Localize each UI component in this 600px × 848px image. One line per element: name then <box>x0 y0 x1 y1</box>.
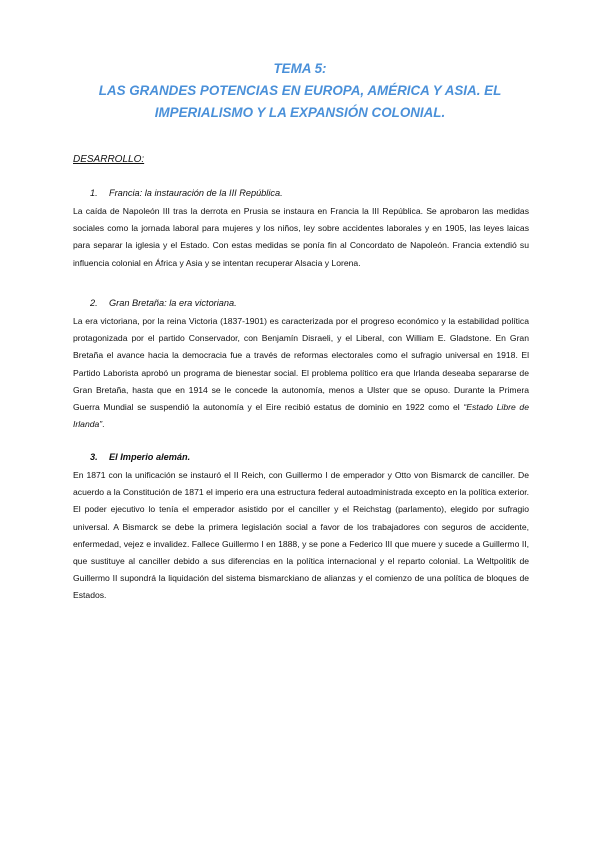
section-number: 3. <box>90 452 98 462</box>
section-body: En 1871 con la unificación se instauró el II Reich, con Guillermo I de emperador y Otto von Bismarck de canciller. De acuerdo a la Constitución de 1871 el imperio era una estructura federal autoadministrada excepto en la política exterior. El poder ejecutivo lo tenía el emperador asistido por el canciller y el Reichstag (parlamento), elegido por sufragio universal. A Bismarck se debe la primera legislación social a favor de los trabajadores con seguros de accidente, enfermedad, vejez e invalidez. Fallece Guillermo I en 1888, y se pone a Federico III que muere y sucede a Guillermo II, que sustituye al canciller debido a sus diferencias en la política internacional y el reparto colonial. La Weltpolitik de Guillermo II supondrá la liquidación del sistema bismarckiano de alianzas y el comienzo de una política de bloques de Estados. <box>73 470 529 601</box>
section-number: 2. <box>90 298 98 308</box>
section-imperio-aleman <box>73 450 529 605</box>
section-quote: “Estado Libre de Irlanda” <box>73 402 529 430</box>
page-title <box>60 58 540 124</box>
desarrollo-heading: DESARROLLO: <box>73 154 145 165</box>
title-line-3: IMPERIALISMO Y LA EXPANSIÓN COLONIAL. <box>154 105 446 120</box>
section-heading <box>90 296 529 310</box>
section-title: Gran Bretaña: la era victoriana. <box>109 298 237 308</box>
title-line-1: TEMA 5: <box>273 61 327 76</box>
section-body: La caída de Napoleón III tras la derrota en Prusia se instaura en Francia la III República. Se aprobaron las medidas sociales como la jornada laboral para mujeres y los niños, ley sobre accidentes laborales y en 1905, las leyes laicas para separar la iglesia y el Estado. Con estas medidas se ponía fin al Concordato de Napoleón. Francia extendió su influencia colonial en África y Asia y se intentan recuperar Alsacia y Lorena. <box>73 206 529 268</box>
section-body-tail: . <box>102 419 105 430</box>
section-gran-bretana <box>73 296 529 433</box>
section-title: El Imperio alemán. <box>109 452 191 462</box>
section-body-text: La era victoriana, por la reina Victoria (1837-1901) es caracterizada por el progreso económico y la estabilidad política protagonizada por el partido Conservador, con Benjamín Disraeli, y el Liberal, con William E. Gladstone. En Gran Bretaña el avance hacia la democracia fue a través de reformas electorales como el sufragio universal en 1918. El Partido Laborista aprobó un programa de bienestar social. El problema político era que Irlanda deseaba separarse de Gran Bretaña, hasta que en 1914 se le concede la autonomía, menos a Ulster que se opuso. Durante la Primera Guerra Mundial se suspendió la autonomía y el Eire recibió estatus de dominio en 1922 como el <box>73 316 529 413</box>
section-heading <box>90 186 529 200</box>
section-number: 1. <box>90 188 98 198</box>
title-line-2: LAS GRANDES POTENCIAS EN EUROPA, AMÉRICA Y ASIA. EL <box>98 83 502 98</box>
section-body <box>73 313 529 433</box>
section-heading <box>90 450 529 464</box>
section-francia <box>73 186 529 272</box>
section-title: Francia: la instauración de la III República. <box>109 188 283 198</box>
